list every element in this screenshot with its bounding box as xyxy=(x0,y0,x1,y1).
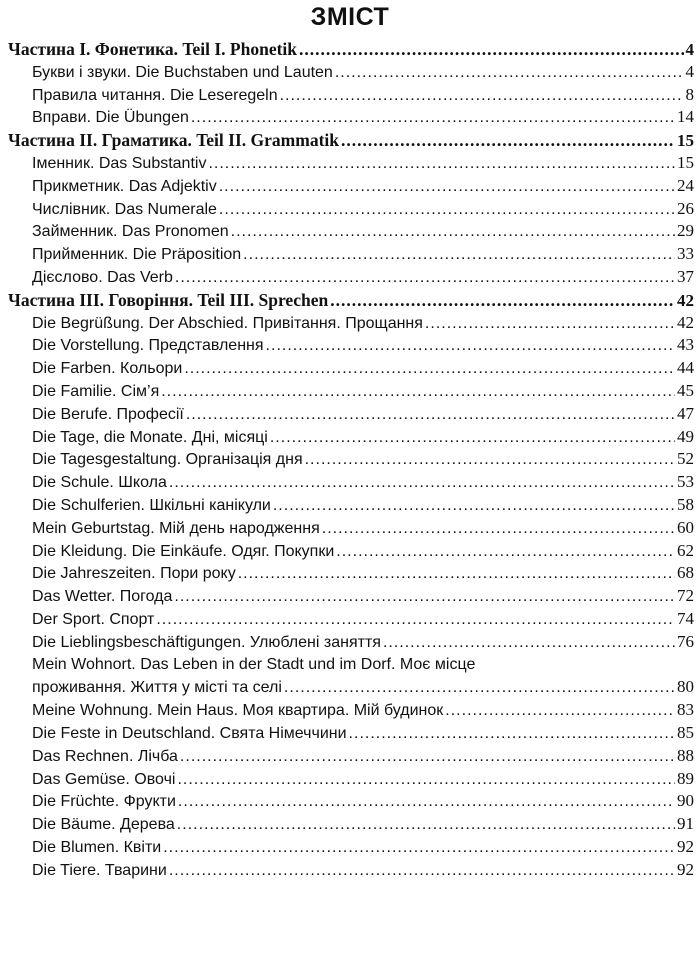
toc-entry[interactable] xyxy=(8,722,694,745)
dot-leader xyxy=(184,358,675,381)
toc-page-number: 76 xyxy=(677,631,694,651)
toc-entry-label: Die Bäume. Дерева xyxy=(32,816,175,834)
dot-leader xyxy=(273,495,675,518)
dot-leader xyxy=(330,289,675,312)
dot-leader xyxy=(445,700,675,723)
toc-page-number: 58 xyxy=(677,494,694,514)
toc-entry-label: Die Vorstellung. Представлення xyxy=(32,337,264,355)
toc-entry-label: Die Begrüßung. Der Abschied. Привітання. Прощання xyxy=(32,314,423,332)
toc-entry[interactable] xyxy=(8,175,694,198)
toc-entry-label: Числівник. Das Numerale xyxy=(32,200,217,218)
toc-entry[interactable] xyxy=(8,699,694,722)
toc-entry-label: Mein Wohnort. Das Leben in der Stadt und im Dorf. Моє місце xyxy=(32,655,476,673)
dot-leader xyxy=(231,221,675,244)
toc-entry[interactable] xyxy=(8,198,694,221)
toc-entry[interactable] xyxy=(8,631,694,654)
toc-part-entry[interactable] xyxy=(8,38,694,61)
dot-leader xyxy=(284,677,675,700)
toc-entry-label: Meine Wohnung. Mein Haus. Моя квартира. Мій будинок xyxy=(32,702,444,720)
toc-page-number: 53 xyxy=(677,472,694,492)
toc-entry-label: Mein Geburtstag. Мій день народження xyxy=(32,519,320,537)
toc-page-number: 14 xyxy=(677,107,694,127)
toc-entry[interactable] xyxy=(8,84,694,107)
toc-entry-label: Дієслово. Das Verb xyxy=(32,268,173,286)
toc-entry[interactable] xyxy=(8,654,694,677)
toc-page-number: 4 xyxy=(685,61,694,81)
dot-leader xyxy=(322,518,675,541)
dot-leader xyxy=(243,244,675,267)
toc-entry-label: Прийменник. Die Präposition xyxy=(32,246,242,264)
dot-leader xyxy=(163,837,675,860)
toc-entry-label: Іменник. Das Substantiv xyxy=(32,154,207,172)
dot-leader xyxy=(175,267,675,290)
page-title: ЗМІСТ xyxy=(310,3,390,31)
toc-page-number: 47 xyxy=(677,403,694,423)
toc-entry[interactable] xyxy=(8,768,694,791)
toc-entry-label: Die Schule. Школа xyxy=(32,474,167,492)
toc-page-number: 89 xyxy=(677,768,694,788)
toc-entry[interactable] xyxy=(8,585,694,608)
toc-page-number: 24 xyxy=(677,175,694,195)
toc-page-number: 26 xyxy=(677,198,694,218)
toc-entry-label: Das Wetter. Погода xyxy=(32,588,173,606)
toc-entry-label: Прикметник. Das Adjektiv xyxy=(32,177,217,195)
toc-part-entry[interactable] xyxy=(8,289,694,312)
dot-leader xyxy=(219,176,675,199)
dot-leader xyxy=(174,586,675,609)
dot-leader xyxy=(349,723,675,746)
dot-leader xyxy=(425,313,675,336)
toc-page-number: 15 xyxy=(677,131,694,151)
dot-leader xyxy=(299,38,683,61)
toc-page-number: 44 xyxy=(677,358,694,378)
dot-leader xyxy=(180,746,675,769)
toc-entry[interactable] xyxy=(8,357,694,380)
toc-entry-label: Die Jahreszeiten. Пори року xyxy=(32,565,236,583)
toc-entry[interactable] xyxy=(8,836,694,859)
toc-page-number: 68 xyxy=(677,563,694,583)
dot-leader xyxy=(266,335,675,358)
toc-entry[interactable] xyxy=(8,859,694,882)
toc-entry-label: Die Tiere. Тварини xyxy=(32,861,167,879)
toc-part-entry[interactable] xyxy=(8,129,694,152)
toc-page-number: 49 xyxy=(677,426,694,446)
toc-entry[interactable] xyxy=(8,312,694,335)
dot-leader xyxy=(169,472,675,495)
toc-entry-label: Букви і звуки. Die Buchstaben und Lauten xyxy=(32,63,333,81)
toc-entry-label: Die Schulferien. Шкільні канікули xyxy=(32,496,271,514)
dot-leader xyxy=(270,427,675,450)
dot-leader xyxy=(191,107,675,130)
toc-page-number: 83 xyxy=(677,700,694,720)
toc-page-number: 8 xyxy=(685,84,694,104)
toc-entry[interactable] xyxy=(8,745,694,768)
toc-page-number: 52 xyxy=(677,449,694,469)
dot-leader xyxy=(156,609,675,632)
toc-page-number: 88 xyxy=(677,745,694,765)
toc-entry[interactable] xyxy=(8,152,694,175)
toc-entry-label: Die Tagesgestaltung. Організація дня xyxy=(32,451,303,469)
toc-entry-label: Das Gemüse. Овочі xyxy=(32,770,176,788)
toc-entry-label: проживання. Життя у місті та селі xyxy=(32,679,282,697)
toc-page-number: 42 xyxy=(677,290,694,310)
toc-page-number: 85 xyxy=(677,722,694,742)
toc-entry[interactable] xyxy=(8,608,694,631)
toc-entry-label: Вправи. Die Übungen xyxy=(32,109,189,127)
toc-page-number: 90 xyxy=(677,791,694,811)
toc-entry[interactable] xyxy=(8,562,694,585)
dot-leader xyxy=(305,449,675,472)
toc-entry[interactable] xyxy=(8,403,694,426)
toc-page-number: 15 xyxy=(677,152,694,172)
toc-page-number: 60 xyxy=(677,517,694,537)
toc-page-number: 45 xyxy=(677,380,694,400)
toc-entry-label: Der Sport. Спорт xyxy=(32,610,155,628)
toc-page-number: 29 xyxy=(677,221,694,241)
toc-entry-label: Правила читання. Die Leseregeln xyxy=(32,86,278,104)
toc-page-number: 80 xyxy=(677,677,694,697)
toc-entry[interactable] xyxy=(8,380,694,403)
dot-leader xyxy=(161,381,675,404)
toc-entry-label: Частина III. Говоріння. Teil III. Sprechen xyxy=(8,289,329,310)
toc-entry-label: Die Farben. Кольори xyxy=(32,360,183,378)
toc-page-number: 92 xyxy=(677,836,694,856)
toc-entry[interactable] xyxy=(8,448,694,471)
toc-entry[interactable] xyxy=(8,266,694,289)
dot-leader xyxy=(341,129,675,152)
toc-page-number: 91 xyxy=(677,814,694,834)
toc-page-number: 62 xyxy=(677,540,694,560)
toc-entry[interactable] xyxy=(8,106,694,129)
toc-entry-label: Die Kleidung. Die Einkäufe. Одяг. Покупки xyxy=(32,542,335,560)
dot-leader xyxy=(177,769,675,792)
dot-leader xyxy=(177,814,675,837)
toc-entry-label: Die Lieblingsbeschäftigungen. Улюблені заняття xyxy=(32,633,381,651)
toc-entry-label: Частина II. Граматика. Teil II. Grammatik xyxy=(8,130,339,151)
toc-entry-label: Частина I. Фонетика. Teil I. Phonetik xyxy=(8,39,298,59)
toc-entry-label: Die Tage, die Monate. Дні, місяці xyxy=(32,428,268,446)
toc-entry[interactable] xyxy=(8,790,694,813)
toc-entry[interactable] xyxy=(8,676,694,699)
toc-entry[interactable] xyxy=(8,813,694,836)
toc-entry-label: Die Früchte. Фрукти xyxy=(32,793,176,811)
toc-page-number: 4 xyxy=(685,40,694,59)
toc-entry[interactable] xyxy=(8,61,694,84)
toc-page-number: 33 xyxy=(677,244,694,264)
table-of-contents xyxy=(8,38,694,881)
toc-entry[interactable] xyxy=(8,494,694,517)
toc-entry-label: Das Rechnen. Лічба xyxy=(32,747,178,765)
toc-page-number: 74 xyxy=(677,608,694,628)
dot-leader xyxy=(178,791,675,814)
dot-leader xyxy=(186,404,675,427)
dot-leader xyxy=(335,62,684,85)
toc-page-number: 42 xyxy=(677,312,694,332)
dot-leader xyxy=(208,153,675,176)
toc-page-number: 92 xyxy=(677,859,694,879)
toc-page-number: 37 xyxy=(677,266,694,286)
dot-leader xyxy=(169,860,675,883)
toc-entry[interactable] xyxy=(8,517,694,540)
toc-entry-label: Die Familie. Сім’я xyxy=(32,382,160,400)
dot-leader xyxy=(336,541,675,564)
toc-entry-label: Die Feste in Deutschland. Свята Німеччини xyxy=(32,724,347,742)
toc-entry[interactable] xyxy=(8,220,694,243)
toc-entry[interactable] xyxy=(8,334,694,357)
toc-entry[interactable] xyxy=(8,243,694,266)
toc-entry-label: Die Blumen. Квіти xyxy=(32,838,162,856)
dot-leader xyxy=(383,632,675,655)
dot-leader xyxy=(219,199,675,222)
toc-entry-label: Die Berufe. Професії xyxy=(32,405,184,423)
dot-leader xyxy=(238,563,675,586)
toc-entry[interactable] xyxy=(8,426,694,449)
toc-page-number: 72 xyxy=(677,586,694,606)
toc-entry[interactable] xyxy=(8,540,694,563)
dot-leader xyxy=(280,85,684,108)
toc-entry-label: Займенник. Das Pronomen xyxy=(32,223,229,241)
toc-entry[interactable] xyxy=(8,471,694,494)
toc-page-number: 43 xyxy=(677,335,694,355)
